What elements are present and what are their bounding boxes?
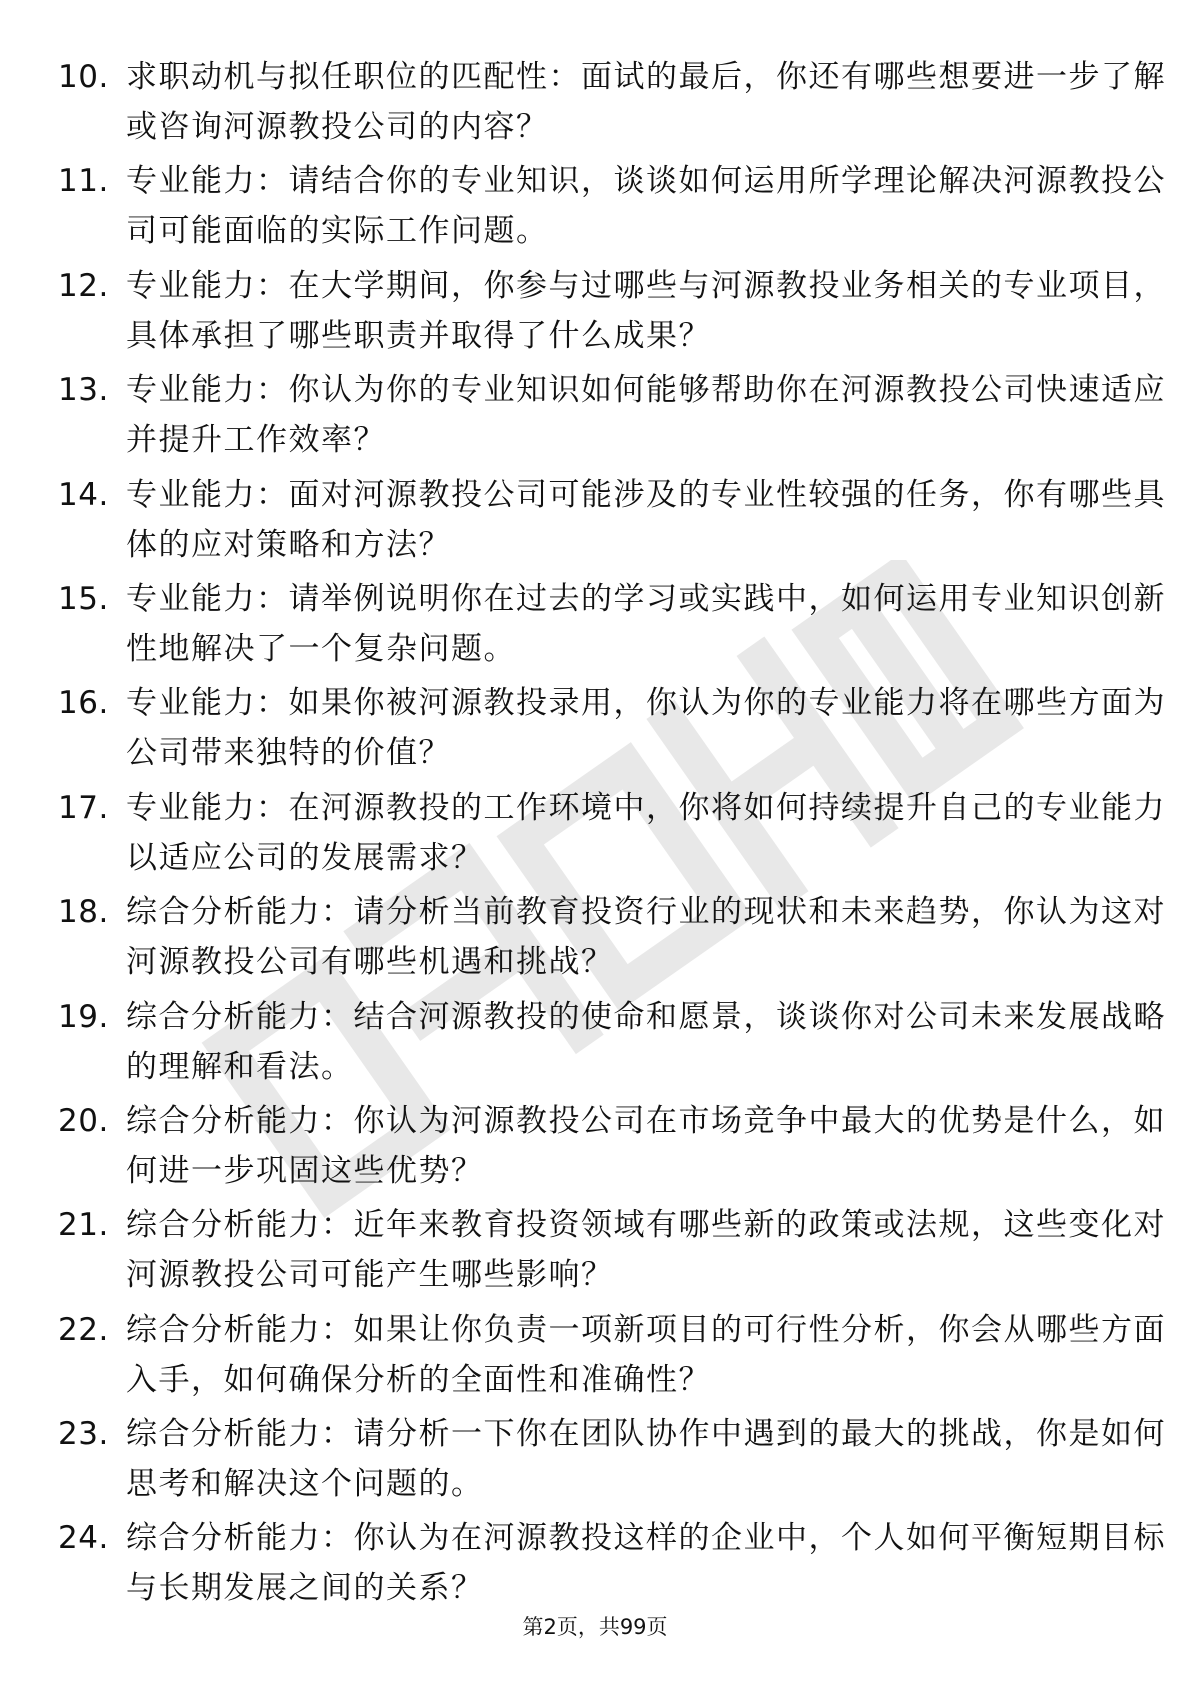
question-item [58, 1305, 1166, 1409]
question-number: 20. [58, 1102, 109, 1139]
question-item [58, 156, 1166, 260]
question-item [58, 365, 1166, 469]
question-item [58, 261, 1166, 365]
question-number: 18. [58, 894, 109, 931]
question-item [58, 470, 1166, 574]
question-item [58, 992, 1166, 1096]
question-text: 专业能力：请举例说明你在过去的学习或实践中，如何运用专业知识创新性地解决了一个复杂问题。 [126, 580, 1166, 667]
question-number: 19. [58, 998, 109, 1035]
question-number: 23. [58, 1416, 109, 1453]
question-item [58, 783, 1166, 887]
question-list [58, 52, 1166, 1618]
question-item [58, 678, 1166, 782]
question-item [58, 887, 1166, 991]
question-text: 专业能力：在大学期间，你参与过哪些与河源教投业务相关的专业项目，具体承担了哪些职责并取得了什么成果？ [126, 267, 1166, 354]
question-text: 综合分析能力：结合河源教投的使命和愿景，谈谈你对公司未来发展战略的理解和看法。 [126, 998, 1166, 1085]
question-text: 综合分析能力：请分析一下你在团队协作中遇到的最大的挑战，你是如何思考和解决这个问题的。 [126, 1416, 1166, 1503]
question-item [58, 52, 1166, 156]
question-text: 综合分析能力：如果让你负责一项新项目的可行性分析，你会从哪些方面入手，如何确保分析的全面性和准确性？ [126, 1311, 1166, 1398]
question-text: 综合分析能力：近年来教育投资领域有哪些新的政策或法规，这些变化对河源教投公司可能产生哪些影响？ [126, 1207, 1166, 1294]
question-text: 专业能力：在河源教投的工作环境中，你将如何持续提升自己的专业能力以适应公司的发展需求？ [126, 789, 1166, 876]
question-number: 11. [58, 163, 109, 200]
question-item [58, 1096, 1166, 1200]
question-number: 24. [58, 1520, 109, 1557]
question-number: 17. [58, 789, 109, 826]
question-number: 14. [58, 476, 109, 513]
question-number: 12. [58, 267, 109, 304]
question-text: 综合分析能力：你认为河源教投公司在市场竞争中最大的优势是什么，如何进一步巩固这些优势？ [126, 1102, 1166, 1189]
question-item [58, 574, 1166, 678]
question-text: 专业能力：你认为你的专业知识如何能够帮助你在河源教投公司快速适应并提升工作效率？ [126, 372, 1166, 459]
question-text: 综合分析能力：请分析当前教育投资行业的现状和未来趋势，你认为这对河源教投公司有哪些机遇和挑战？ [126, 894, 1166, 981]
question-item [58, 1409, 1166, 1513]
question-item [58, 1513, 1166, 1617]
question-number: 13. [58, 372, 109, 409]
question-number: 21. [58, 1207, 109, 1244]
question-text: 综合分析能力：你认为在河源教投这样的企业中，个人如何平衡短期目标与长期发展之间的关系？ [126, 1520, 1166, 1607]
question-number: 22. [58, 1311, 109, 1348]
question-item [58, 1200, 1166, 1304]
question-text: 专业能力：如果你被河源教投录用，你认为你的专业能力将在哪些方面为公司带来独特的价值？ [126, 685, 1166, 772]
question-text: 求职动机与拟任职位的匹配性：面试的最后，你还有哪些想要进一步了解或咨询河源教投公司的内容？ [126, 59, 1166, 145]
question-text: 专业能力：请结合你的专业知识，谈谈如何运用所学理论解决河源教投公司可能面临的实际工作问题。 [126, 163, 1166, 250]
question-number: 15. [58, 580, 109, 617]
question-number: 10. [58, 59, 109, 95]
question-number: 16. [58, 685, 109, 722]
question-text: 专业能力：面对河源教投公司可能涉及的专业性较强的任务，你有哪些具体的应对策略和方法？ [126, 476, 1166, 563]
page-footer: 第2页，共99页 [522, 1615, 668, 1639]
